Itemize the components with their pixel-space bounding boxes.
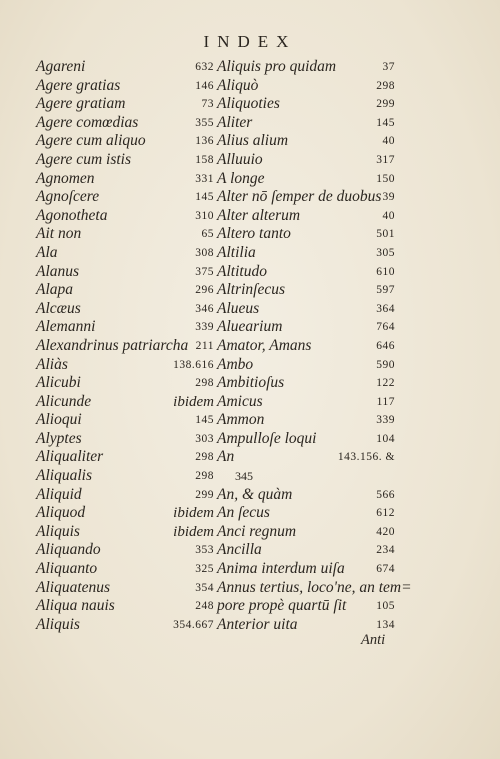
index-term: Aliquid bbox=[36, 485, 82, 503]
index-term: Agareni bbox=[36, 58, 86, 75]
index-term: Aliqualis bbox=[36, 467, 92, 485]
index-entry bbox=[36, 486, 214, 505]
index-term: pore propè quartū ſit bbox=[217, 597, 347, 615]
index-entry bbox=[217, 448, 395, 467]
page-reference: 105 bbox=[376, 600, 395, 613]
index-term: Ala bbox=[36, 243, 58, 261]
index-term: Alicunde bbox=[36, 392, 92, 410]
index-term: Agere comœdias bbox=[36, 113, 139, 131]
index-entry bbox=[36, 541, 214, 560]
index-term: Agnoſcere bbox=[36, 188, 100, 206]
index-entry bbox=[36, 170, 214, 189]
page-reference: 375 bbox=[195, 265, 214, 278]
index-term: Anci regnum bbox=[217, 522, 297, 540]
page-reference: 354 bbox=[195, 581, 214, 594]
index-entry bbox=[36, 318, 214, 337]
index-term: Agnomen bbox=[36, 169, 95, 187]
index-entry bbox=[36, 151, 214, 170]
index-term: Ambitioſus bbox=[217, 374, 285, 392]
index-entry bbox=[36, 504, 214, 523]
page-reference: 143.156. & bbox=[337, 451, 395, 464]
index-term: Alioqui bbox=[36, 411, 82, 429]
page-reference: 145 bbox=[195, 191, 214, 204]
page-reference: 298 bbox=[376, 79, 395, 92]
index-entry bbox=[217, 58, 395, 77]
index-entry bbox=[217, 337, 395, 356]
index-term: Aliquanto bbox=[36, 560, 98, 578]
page-reference: 764 bbox=[376, 321, 395, 334]
page-reference: 146 bbox=[195, 79, 214, 92]
index-term: Agere cum aliquo bbox=[36, 132, 146, 150]
page-reference: 158 bbox=[195, 153, 214, 166]
index-term: Aliquod bbox=[36, 504, 86, 522]
index-term: Alluuio bbox=[217, 150, 263, 168]
index-column-right bbox=[217, 58, 412, 634]
page-reference: 325 bbox=[195, 563, 214, 576]
page-reference: 355 bbox=[195, 116, 214, 129]
index-term: Alanus bbox=[36, 262, 80, 280]
index-term: Aliquò bbox=[217, 76, 259, 94]
page-reference: 303 bbox=[195, 432, 214, 445]
page-reference: 646 bbox=[376, 339, 395, 352]
page-reference: 632 bbox=[195, 61, 214, 73]
index-entry bbox=[36, 374, 214, 393]
index-term: A longe bbox=[217, 169, 265, 187]
index-entry bbox=[36, 430, 214, 449]
index-term: Aliqualiter bbox=[36, 448, 104, 466]
index-term: Aliquis bbox=[36, 615, 80, 633]
index-entry bbox=[36, 356, 214, 375]
index-term: Amicus bbox=[217, 392, 263, 410]
index-term: Altilia bbox=[217, 243, 256, 261]
index-entry bbox=[36, 77, 214, 96]
index-entry bbox=[217, 244, 395, 263]
index-term: Aliquoties bbox=[217, 95, 280, 113]
index-entry bbox=[36, 95, 214, 114]
index-term: Alter nō ſemper de duobus bbox=[217, 188, 382, 206]
index-term: An, & quàm bbox=[217, 485, 293, 503]
index-term: An ſecus bbox=[217, 504, 270, 522]
index-entry bbox=[36, 560, 214, 579]
index-term: Ancilla bbox=[217, 541, 262, 559]
page-reference: 122 bbox=[376, 377, 395, 390]
page-reference: ibidem bbox=[173, 393, 214, 410]
page-reference: 298 bbox=[195, 470, 214, 483]
index-column-left bbox=[36, 58, 214, 634]
index-term: Aliter bbox=[217, 113, 253, 131]
page-reference: 610 bbox=[376, 265, 395, 278]
index-entry bbox=[217, 541, 395, 560]
index-entry bbox=[36, 597, 214, 616]
index-term: Aliquis bbox=[36, 522, 80, 540]
index-term: Ammon bbox=[217, 411, 265, 429]
catchword: Anti bbox=[361, 632, 386, 648]
page-reference: 298 bbox=[195, 451, 214, 464]
page-reference: 40 bbox=[382, 135, 395, 148]
page-reference: 136 bbox=[195, 135, 214, 148]
index-entry bbox=[36, 132, 214, 151]
page-reference: 339 bbox=[195, 321, 214, 334]
index-entry bbox=[217, 504, 395, 523]
page-reference: 597 bbox=[376, 284, 395, 297]
index-entry bbox=[217, 95, 395, 114]
index-term: Agere cum istis bbox=[36, 150, 131, 168]
index-term: Ait non bbox=[36, 225, 82, 243]
page-reference: 353 bbox=[195, 544, 214, 557]
page-reference: 73 bbox=[201, 98, 214, 111]
index-term: Agere gratias bbox=[36, 76, 121, 94]
page-reference: 346 bbox=[195, 302, 214, 315]
index-entry bbox=[217, 578, 412, 598]
index-term: An bbox=[217, 448, 235, 466]
page-reference: 501 bbox=[376, 228, 395, 241]
index-entry bbox=[217, 188, 395, 207]
index-entry bbox=[36, 579, 214, 598]
index-entry bbox=[217, 318, 395, 337]
page-reference: 420 bbox=[376, 525, 395, 538]
index-term: Agere gratiam bbox=[36, 95, 126, 113]
index-entry bbox=[36, 207, 214, 226]
page-reference: ibidem bbox=[173, 523, 214, 540]
page-reference: 65 bbox=[201, 228, 214, 241]
page-reference: 308 bbox=[195, 246, 214, 259]
index-entry bbox=[217, 560, 395, 579]
page-reference: 248 bbox=[195, 600, 214, 613]
index-entry bbox=[217, 597, 395, 616]
index-entry bbox=[36, 225, 214, 244]
index-term: Aliàs bbox=[36, 355, 68, 373]
index-entry bbox=[36, 188, 214, 207]
page-reference: 211 bbox=[195, 339, 214, 352]
index-entry bbox=[217, 132, 395, 151]
index-entry bbox=[36, 244, 214, 263]
index-entry bbox=[217, 151, 395, 170]
index-term: Alexandrinus patriarcha bbox=[36, 336, 189, 354]
page-reference: 674 bbox=[376, 563, 395, 576]
index-entry bbox=[36, 411, 214, 430]
index-entry bbox=[217, 281, 395, 300]
index-entry bbox=[217, 411, 395, 430]
index-entry bbox=[36, 281, 214, 300]
page-reference: 299 bbox=[376, 98, 395, 111]
index-term: Alueus bbox=[217, 299, 260, 317]
index-term: Aliquatenus bbox=[36, 578, 111, 596]
index-entry bbox=[217, 225, 395, 244]
index-term: Anterior uita bbox=[217, 615, 298, 633]
index-term: Ambo bbox=[217, 355, 254, 373]
index-term: Alter alterum bbox=[217, 206, 301, 224]
page-reference: 590 bbox=[376, 358, 395, 371]
index-entry bbox=[217, 430, 395, 449]
page-reference: 310 bbox=[195, 209, 214, 222]
index-entry bbox=[36, 263, 214, 282]
page-reference: 612 bbox=[376, 507, 395, 520]
page-reference: 331 bbox=[195, 172, 214, 185]
page-reference: 364 bbox=[376, 302, 395, 315]
index-term: 345 bbox=[235, 469, 253, 484]
page-reference: 40 bbox=[382, 209, 395, 222]
index-term: Aliquis pro quidam bbox=[217, 58, 337, 75]
index-entry bbox=[36, 616, 214, 635]
page-reference: 299 bbox=[195, 488, 214, 501]
page-reference: 354.667 bbox=[173, 618, 214, 631]
index-term: Aliqua nauis bbox=[36, 597, 115, 615]
index-entry bbox=[36, 467, 214, 486]
page-title: INDEX bbox=[203, 32, 297, 51]
page-reference: 134 bbox=[376, 618, 395, 631]
index-entry bbox=[36, 337, 214, 356]
index-entry bbox=[36, 58, 214, 77]
index-term: Anima interdum uiſa bbox=[217, 560, 345, 578]
index-term: Aluearium bbox=[217, 318, 283, 336]
index-term: Alius alium bbox=[217, 132, 289, 150]
index-term: Alyptes bbox=[36, 429, 82, 447]
index-term: Altrinſecus bbox=[217, 281, 286, 299]
index-entry bbox=[217, 374, 395, 393]
page-reference: 104 bbox=[376, 432, 395, 445]
index-entry bbox=[217, 263, 395, 282]
index-term: Aliquando bbox=[36, 541, 101, 559]
index-entry bbox=[217, 356, 395, 375]
page-reference: 339 bbox=[376, 414, 395, 427]
index-entry bbox=[217, 300, 395, 319]
page-reference: 145 bbox=[376, 116, 395, 129]
index-entry bbox=[36, 114, 214, 133]
page-reference: 117 bbox=[376, 395, 395, 408]
page-reference: 138.616 bbox=[173, 358, 214, 371]
index-entry bbox=[217, 393, 395, 412]
index-term: Annus tertius, loco'ne, an tem= bbox=[217, 578, 412, 596]
index-entry bbox=[217, 486, 395, 505]
index-term: Amator, Amans bbox=[217, 336, 312, 354]
page-reference: 298 bbox=[195, 377, 214, 390]
index-entry bbox=[36, 448, 214, 467]
index-entry bbox=[217, 77, 395, 96]
index-entry bbox=[217, 114, 395, 133]
page-reference: 566 bbox=[376, 488, 395, 501]
index-entry bbox=[217, 523, 395, 542]
index-entry bbox=[36, 523, 214, 542]
index-term: Altero tanto bbox=[217, 225, 291, 243]
index-term: Altitudo bbox=[217, 262, 267, 280]
page-reference: 39 bbox=[382, 191, 395, 204]
index-entry bbox=[217, 467, 395, 486]
page-reference: 145 bbox=[195, 414, 214, 427]
page-reference: 37 bbox=[382, 61, 395, 73]
index-entry bbox=[217, 170, 395, 189]
page-reference: 317 bbox=[376, 153, 395, 166]
page-reference: 305 bbox=[376, 246, 395, 259]
index-entry bbox=[36, 300, 214, 319]
page-reference: 150 bbox=[376, 172, 395, 185]
index-entry bbox=[36, 393, 214, 412]
index-term: Alicubi bbox=[36, 374, 81, 392]
page-reference: 296 bbox=[195, 284, 214, 297]
index-term: Ampulloſe loqui bbox=[217, 429, 317, 447]
index-term: Alcæus bbox=[36, 299, 81, 317]
page-reference: ibidem bbox=[173, 505, 214, 522]
page-reference: 234 bbox=[376, 544, 395, 557]
index-term: Agonotheta bbox=[36, 206, 108, 224]
index-term: Alapa bbox=[36, 281, 74, 299]
index-entry bbox=[217, 207, 395, 226]
index-term: Alemanni bbox=[36, 318, 96, 336]
